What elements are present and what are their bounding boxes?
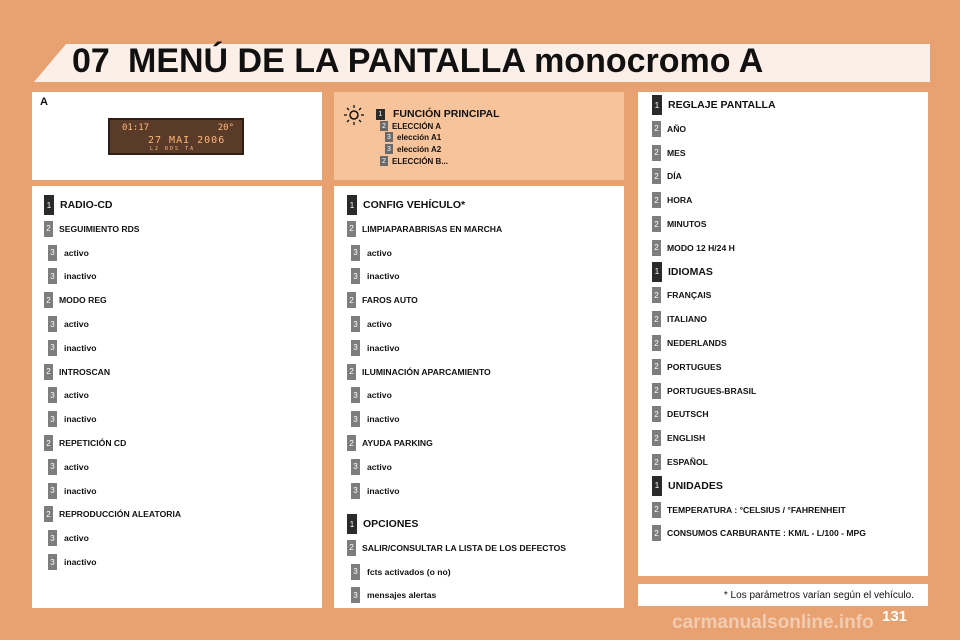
- level-badge: 3: [385, 144, 393, 154]
- menu-label: inactivo: [367, 271, 400, 282]
- menu-label: TEMPERATURA : °CELSIUS / °FAHRENHEIT: [667, 504, 846, 515]
- monochrome-display: [108, 118, 244, 155]
- level-badge: 2: [652, 121, 661, 137]
- level-badge: 2: [652, 359, 661, 375]
- menu-label: activo: [367, 390, 392, 401]
- menu-row: [652, 165, 682, 187]
- menu-row: [44, 527, 89, 549]
- level-badge: 2: [44, 506, 53, 522]
- menu-label: activo: [64, 319, 89, 329]
- menu-row: [652, 499, 846, 521]
- level-badge: 2: [652, 454, 661, 470]
- menu-row: [652, 403, 709, 425]
- level-badge: 2: [44, 435, 53, 451]
- level-badge: 3: [48, 411, 57, 427]
- display-time: 01:17: [122, 123, 150, 133]
- menu-row: [44, 337, 96, 359]
- level-badge: 2: [44, 292, 53, 308]
- menu-label: REGLAJE PANTALLA: [668, 99, 776, 111]
- level-badge: 3: [351, 564, 360, 580]
- level-badge: 3: [48, 340, 57, 356]
- level-badge: 3: [351, 459, 360, 475]
- watermark: carmanualsonline.info: [672, 612, 874, 633]
- level-badge: 2: [652, 335, 661, 351]
- menu-label: activo: [367, 247, 392, 258]
- level-badge: 2: [652, 145, 661, 161]
- level-badge: 3: [351, 587, 360, 603]
- level-badge: 1: [652, 476, 662, 496]
- menu-label: activo: [367, 461, 392, 472]
- menu-row: [652, 237, 735, 259]
- level-badge: 2: [652, 406, 661, 422]
- menu-label: activo: [64, 390, 89, 401]
- menu-row: [652, 475, 723, 497]
- menu-label: ESPAÑOL: [667, 457, 708, 467]
- menu-label: FAROS AUTO: [362, 295, 418, 306]
- chapter-number: 07: [72, 42, 110, 80]
- menu-label: OPCIONES: [363, 518, 419, 530]
- menu-label: INTROSCAN: [59, 366, 111, 377]
- menu-label: AÑO: [667, 123, 687, 134]
- level-badge: 1: [44, 195, 54, 215]
- menu-row: [347, 361, 491, 383]
- menu-row: [652, 261, 713, 283]
- menu-label: DEUTSCH: [667, 409, 709, 420]
- menu-row: [44, 432, 126, 454]
- level-badge: 3: [351, 316, 360, 332]
- menu-row: [652, 142, 686, 164]
- funcion-principal-label: FUNCIÓN PRINCIPAL: [393, 108, 500, 120]
- menu-label: inactivo: [64, 414, 97, 425]
- menu-label: inactivo: [64, 271, 97, 282]
- level-badge: 2: [652, 430, 661, 446]
- menu-row: [44, 218, 140, 240]
- menu-row: [347, 584, 436, 606]
- menu-label: activo: [64, 533, 89, 544]
- level-badge: 2: [347, 540, 356, 556]
- menu-label: DÍA: [667, 171, 682, 182]
- level-badge: 3: [351, 411, 360, 427]
- level-badge: 2: [347, 435, 356, 451]
- menu-row: [44, 456, 89, 478]
- menu-label: REPRODUCCIÓN ALEATORIA: [59, 509, 182, 520]
- level-badge: 2: [652, 525, 661, 541]
- menu-label: activo: [367, 319, 392, 329]
- menu-row: [347, 194, 465, 216]
- menu-row: [44, 408, 96, 430]
- level-badge: 3: [351, 483, 360, 499]
- page-title: MENÚ DE LA PANTALLA monocromo A: [128, 42, 764, 80]
- level-badge: 3: [385, 132, 393, 142]
- menu-label: AYUDA PARKING: [362, 438, 433, 448]
- menu-label: activo: [64, 247, 89, 258]
- menu-label: MES: [667, 147, 686, 158]
- menu-row: [652, 451, 708, 473]
- menu-label: MODO 12 H/24 H: [667, 242, 735, 253]
- menu-label: IDIOMAS: [668, 265, 713, 278]
- level-badge: 2: [347, 292, 356, 308]
- menu-label: FRANÇAIS: [667, 290, 712, 301]
- menu-label: fcts activados (o no): [367, 566, 451, 577]
- level-badge: 3: [48, 554, 57, 570]
- fp-label: elección A2: [397, 144, 442, 154]
- level-badge: 2: [652, 240, 661, 256]
- menu-row: [652, 189, 692, 211]
- menu-label: inactivo: [64, 557, 97, 567]
- menu-label: ENGLISH: [667, 433, 706, 444]
- menu-row: [347, 456, 392, 478]
- level-badge: 1: [347, 514, 357, 534]
- level-badge: 2: [347, 221, 356, 237]
- menu-row: [347, 218, 502, 240]
- level-badge: 2: [652, 502, 661, 518]
- fp-label: ELECCIÓN A: [392, 121, 442, 131]
- menu-row: [652, 427, 705, 449]
- menu-row: [44, 480, 96, 502]
- menu-label: inactivo: [64, 342, 97, 353]
- menu-label: inactivo: [367, 485, 400, 496]
- level-badge: 3: [351, 340, 360, 356]
- menu-label: ILUMINACIÓN APARCAMIENTO: [362, 366, 491, 377]
- menu-label: UNIDADES: [668, 479, 723, 492]
- menu-label: inactivo: [64, 485, 97, 496]
- level-badge: 2: [652, 311, 661, 327]
- menu-row: [652, 332, 727, 354]
- display-temperature: 20°: [217, 123, 234, 133]
- menu-label: SALIR/CONSULTAR LA LISTA DE LOS DEFECTOS: [362, 542, 567, 553]
- menu-row: [347, 384, 392, 406]
- menu-row: [652, 380, 756, 402]
- menu-row: [347, 242, 392, 264]
- menu-label: NEDERLANDS: [667, 338, 727, 348]
- menu-row: [652, 94, 776, 116]
- level-badge: 2: [380, 121, 388, 131]
- menu-row: [652, 118, 686, 140]
- page-number: 131: [882, 608, 908, 625]
- level-badge: 3: [48, 387, 57, 403]
- menu-row: [347, 313, 392, 335]
- level-badge: 2: [652, 168, 661, 184]
- display-indicators: L2 RDS TA: [150, 146, 196, 152]
- level-badge: 3: [48, 245, 57, 261]
- level-badge: 3: [48, 316, 57, 332]
- menu-row: [347, 561, 451, 583]
- fp-row: [380, 156, 448, 166]
- level-badge: 2: [652, 287, 661, 303]
- menu-label: SEGUIMIENTO RDS: [59, 223, 140, 234]
- menu-row: [347, 337, 399, 359]
- menu-row: [347, 289, 418, 311]
- fp-row: [385, 132, 441, 142]
- menu-row: [347, 513, 418, 535]
- menu-label: activo: [64, 461, 89, 472]
- level-badge: 3: [48, 459, 57, 475]
- level-badge: 3: [351, 245, 360, 261]
- level-badge: 2: [652, 383, 661, 399]
- footnote: * Los parámetros varían según el vehículo.: [638, 584, 928, 606]
- level-badge: 2: [380, 156, 388, 166]
- level-badge: 3: [351, 268, 360, 284]
- menu-row: [652, 213, 706, 235]
- level-badge: 2: [652, 192, 661, 208]
- menu-row: [347, 265, 399, 287]
- menu-label: RADIO-CD: [60, 199, 113, 211]
- menu-row: [44, 551, 96, 573]
- fp-label: elección A1: [397, 132, 442, 142]
- menu-label: ITALIANO: [667, 314, 707, 325]
- sun-icon: [342, 104, 366, 126]
- level-badge: 1: [376, 109, 385, 120]
- menu-row: [44, 289, 107, 311]
- level-badge: 1: [652, 95, 662, 115]
- display-date: 27 MAI 2006: [148, 135, 226, 146]
- menu-row: [652, 522, 866, 544]
- menu-row: [347, 480, 399, 502]
- fp-row: [385, 144, 441, 154]
- funcion-principal-title: [376, 108, 500, 120]
- menu-row: [652, 284, 711, 306]
- level-badge: 2: [44, 221, 53, 237]
- menu-row: [347, 432, 433, 454]
- level-badge: 2: [44, 364, 53, 380]
- menu-row: [44, 503, 181, 525]
- menu-row: [44, 265, 96, 287]
- level-badge: 3: [48, 268, 57, 284]
- menu-row: [44, 384, 89, 406]
- menu-row: [347, 408, 399, 430]
- level-badge: 3: [48, 483, 57, 499]
- level-badge: 2: [347, 364, 356, 380]
- menu-row: [44, 313, 89, 335]
- menu-label: inactivo: [367, 414, 400, 425]
- menu-label: HORA: [667, 195, 693, 206]
- menu-row: [44, 361, 110, 383]
- menu-label: REPETICIÓN CD: [59, 438, 127, 448]
- level-badge: 2: [652, 216, 661, 232]
- menu-row: [652, 356, 721, 378]
- menu-label: LIMPIAPARABRISAS EN MARCHA: [362, 223, 503, 234]
- menu-row: [652, 308, 707, 330]
- level-badge: 1: [652, 262, 662, 282]
- level-badge: 3: [48, 530, 57, 546]
- menu-label: MINUTOS: [667, 219, 707, 229]
- menu-label: MODO REG: [59, 295, 107, 306]
- panel-funcion-principal: [334, 92, 624, 180]
- panel-letter: A: [40, 96, 48, 108]
- fp-row: [380, 121, 441, 131]
- menu-label: inactivo: [367, 342, 400, 353]
- fp-label: ELECCIÓN B...: [392, 156, 449, 166]
- menu-row: [44, 242, 89, 264]
- menu-label: CONSUMOS CARBURANTE : KM/L - L/100 - MPG: [667, 528, 866, 539]
- level-badge: 1: [347, 195, 357, 215]
- menu-label: PORTUGUES: [667, 361, 722, 372]
- menu-label: CONFIG VEHÍCULO*: [363, 199, 466, 211]
- menu-row: [347, 537, 566, 559]
- menu-label: PORTUGUES-BRASIL: [667, 385, 757, 396]
- menu-row: [44, 194, 113, 216]
- menu-label: mensajes alertas: [367, 590, 437, 601]
- level-badge: 3: [351, 387, 360, 403]
